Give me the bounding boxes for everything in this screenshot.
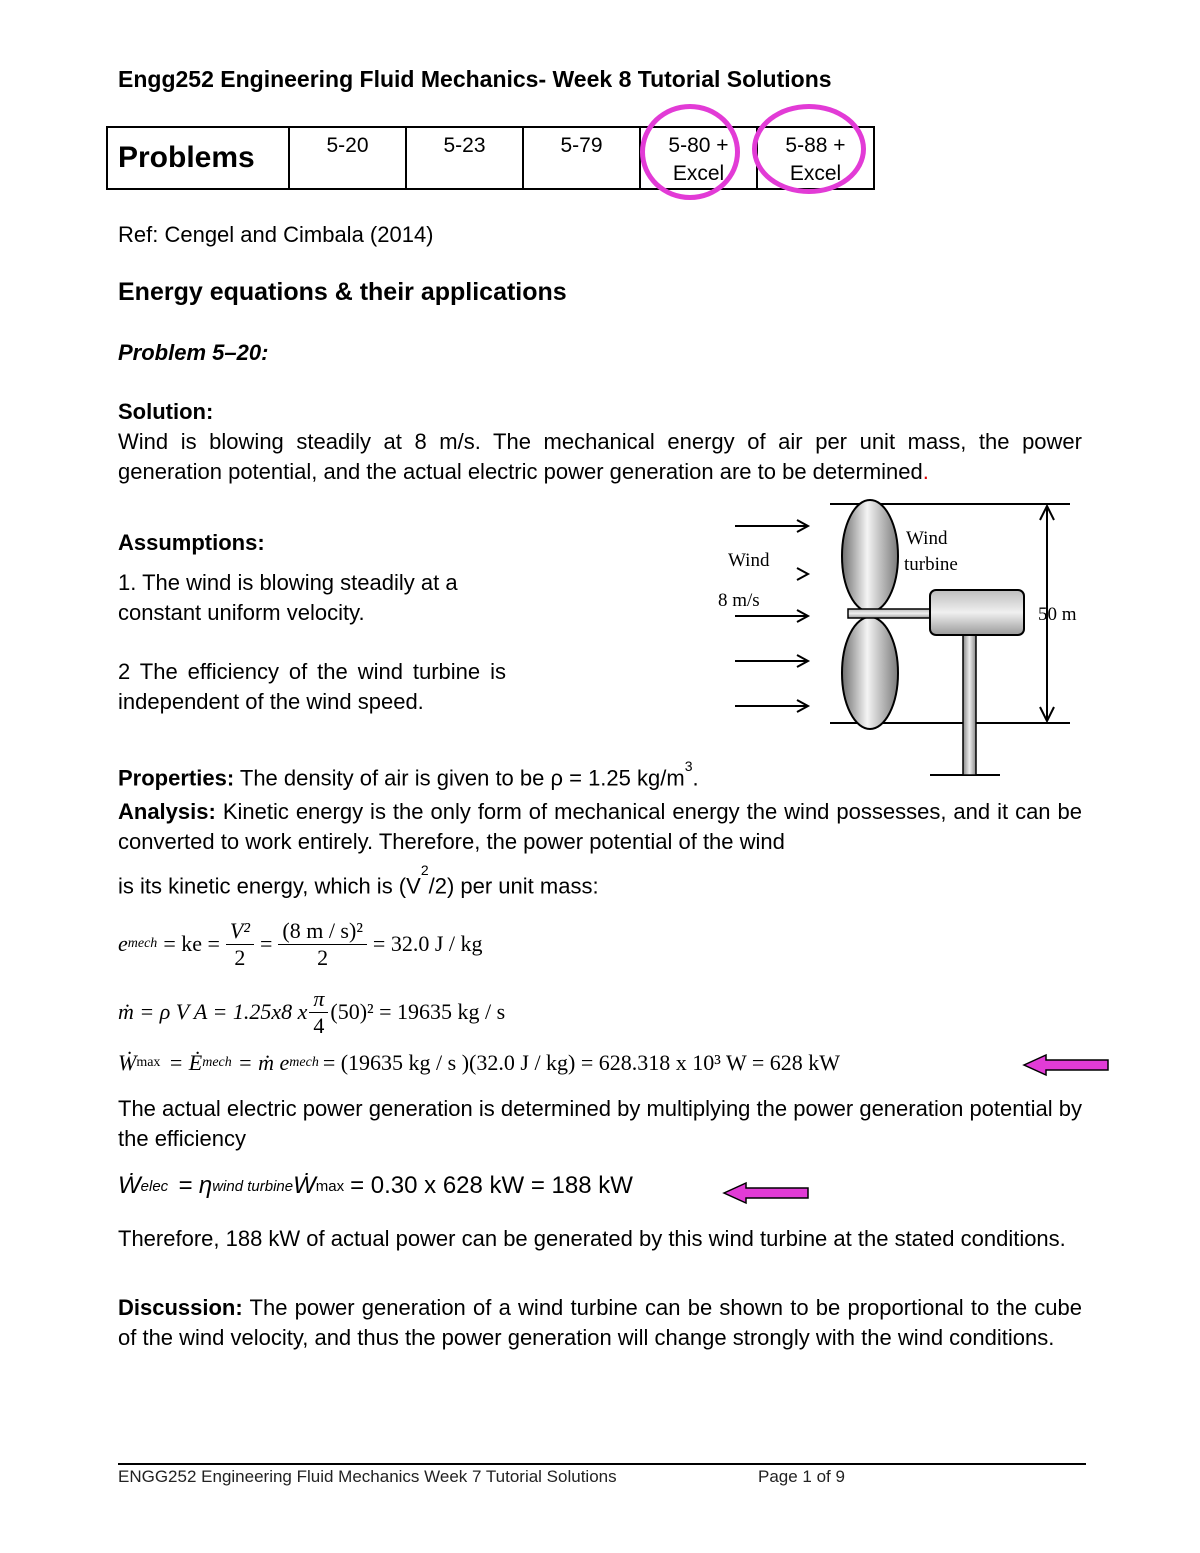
turbine-nacelle: [930, 590, 1024, 635]
assumptions-label: Assumptions:: [118, 530, 265, 555]
section-heading: Energy equations & their applications: [118, 278, 567, 306]
problem-cell: 5-80 + Excel: [640, 127, 757, 189]
footer-page-number: Page 1 of 9: [758, 1467, 845, 1486]
solution-label: Solution:: [118, 399, 214, 424]
analysis-text-2: is its kinetic energy, which is $(V^2/2)$ per unit mass:: [118, 862, 599, 899]
equation-mass-flow: ṁ = ρ V A = 1.25x8 x $\frac{\pi}{4}$ (50)² = 19635 kg / s: [118, 985, 506, 1038]
highlight-arrow-icon: [1022, 1052, 1112, 1078]
turbine-blade: [842, 500, 898, 612]
wind-arrow-icon: [735, 520, 808, 712]
equation-mech-energy: e mech = ke = $\frac{\text{V²}}{2}$ = $\frac{\text{(8 m / s)²}}{2}$ = 32.0 J / kg: [118, 917, 483, 970]
problem-cell: 5-23: [406, 127, 523, 189]
wind-turbine-diagram: [700, 496, 1100, 786]
turbine-label: Wind: [906, 528, 948, 549]
assumption-item: 1. The wind is blowing steadily at a constant uniform velocity.: [118, 570, 458, 625]
turbine-blade: [842, 617, 898, 729]
problems-table-head: Problems: [107, 127, 289, 189]
height-label: 50 m: [1038, 604, 1077, 625]
problem-heading: Problem 5–20:: [118, 340, 269, 365]
footer-divider: [118, 1463, 1086, 1465]
wind-speed-label: 8 m/s: [718, 590, 760, 611]
equation-electric-power: Ẇ elec = η wind turbine Ẇ max = 0.30 x 628 kW = 188 kW: [118, 1172, 633, 1199]
highlight-circle: [752, 104, 866, 194]
problem-cell: 5-20: [289, 127, 406, 189]
turbine-tower: [963, 630, 976, 775]
equation-max-power: Ẇ max = Ė mech = ṁ e mech = (19635 kg / s )(32.0 J / kg) = 628.318 x 10³ W = 628 kW: [118, 1050, 841, 1075]
solution-text: Wind is blowing steadily at 8 m/s. The mechanical energy of air per unit mass, the power generation potential, and the actual electric power generation are to be determined.: [118, 429, 1082, 484]
actual-power-text: The actual electric power generation is determined by multiplying the power generation potential by the efficiency: [118, 1096, 1082, 1151]
discussion-text: Discussion: The power generation of a wind turbine can be shown to be proportional to the cube of the wind velocity, and thus the power generation will change strongly with the wind conditions.: [118, 1295, 1082, 1350]
reference-text: Ref: Cengel and Cimbala (2014): [118, 222, 434, 247]
problem-cell: 5-79: [523, 127, 640, 189]
wind-label: Wind: [728, 550, 770, 571]
highlight-arrow-icon: [722, 1180, 812, 1206]
footer-text: ENGG252 Engineering Fluid Mechanics Week 7 Tutorial Solutions: [118, 1467, 617, 1486]
properties-line: Properties: The density of air is given to be ρ = 1.25 $kg/m^3$.: [118, 758, 699, 791]
highlight-circle: [640, 104, 740, 200]
assumption-item: 2 The efficiency of the wind turbine is independent of the wind speed.: [118, 659, 506, 714]
therefore-text: Therefore, 188 kW of actual power can be generated by this wind turbine at the stated conditions.: [118, 1226, 1066, 1251]
problem-cell: 5-88 + Excel: [757, 127, 874, 189]
turbine-label: turbine: [904, 554, 958, 575]
page-title: Engg252 Engineering Fluid Mechanics- Week 8 Tutorial Solutions: [118, 66, 832, 92]
analysis-text: Analysis: Kinetic energy is the only form of mechanical energy the wind possesses, and it can be converted to work entirely. Therefore, the power potential of the wind: [118, 799, 1082, 854]
